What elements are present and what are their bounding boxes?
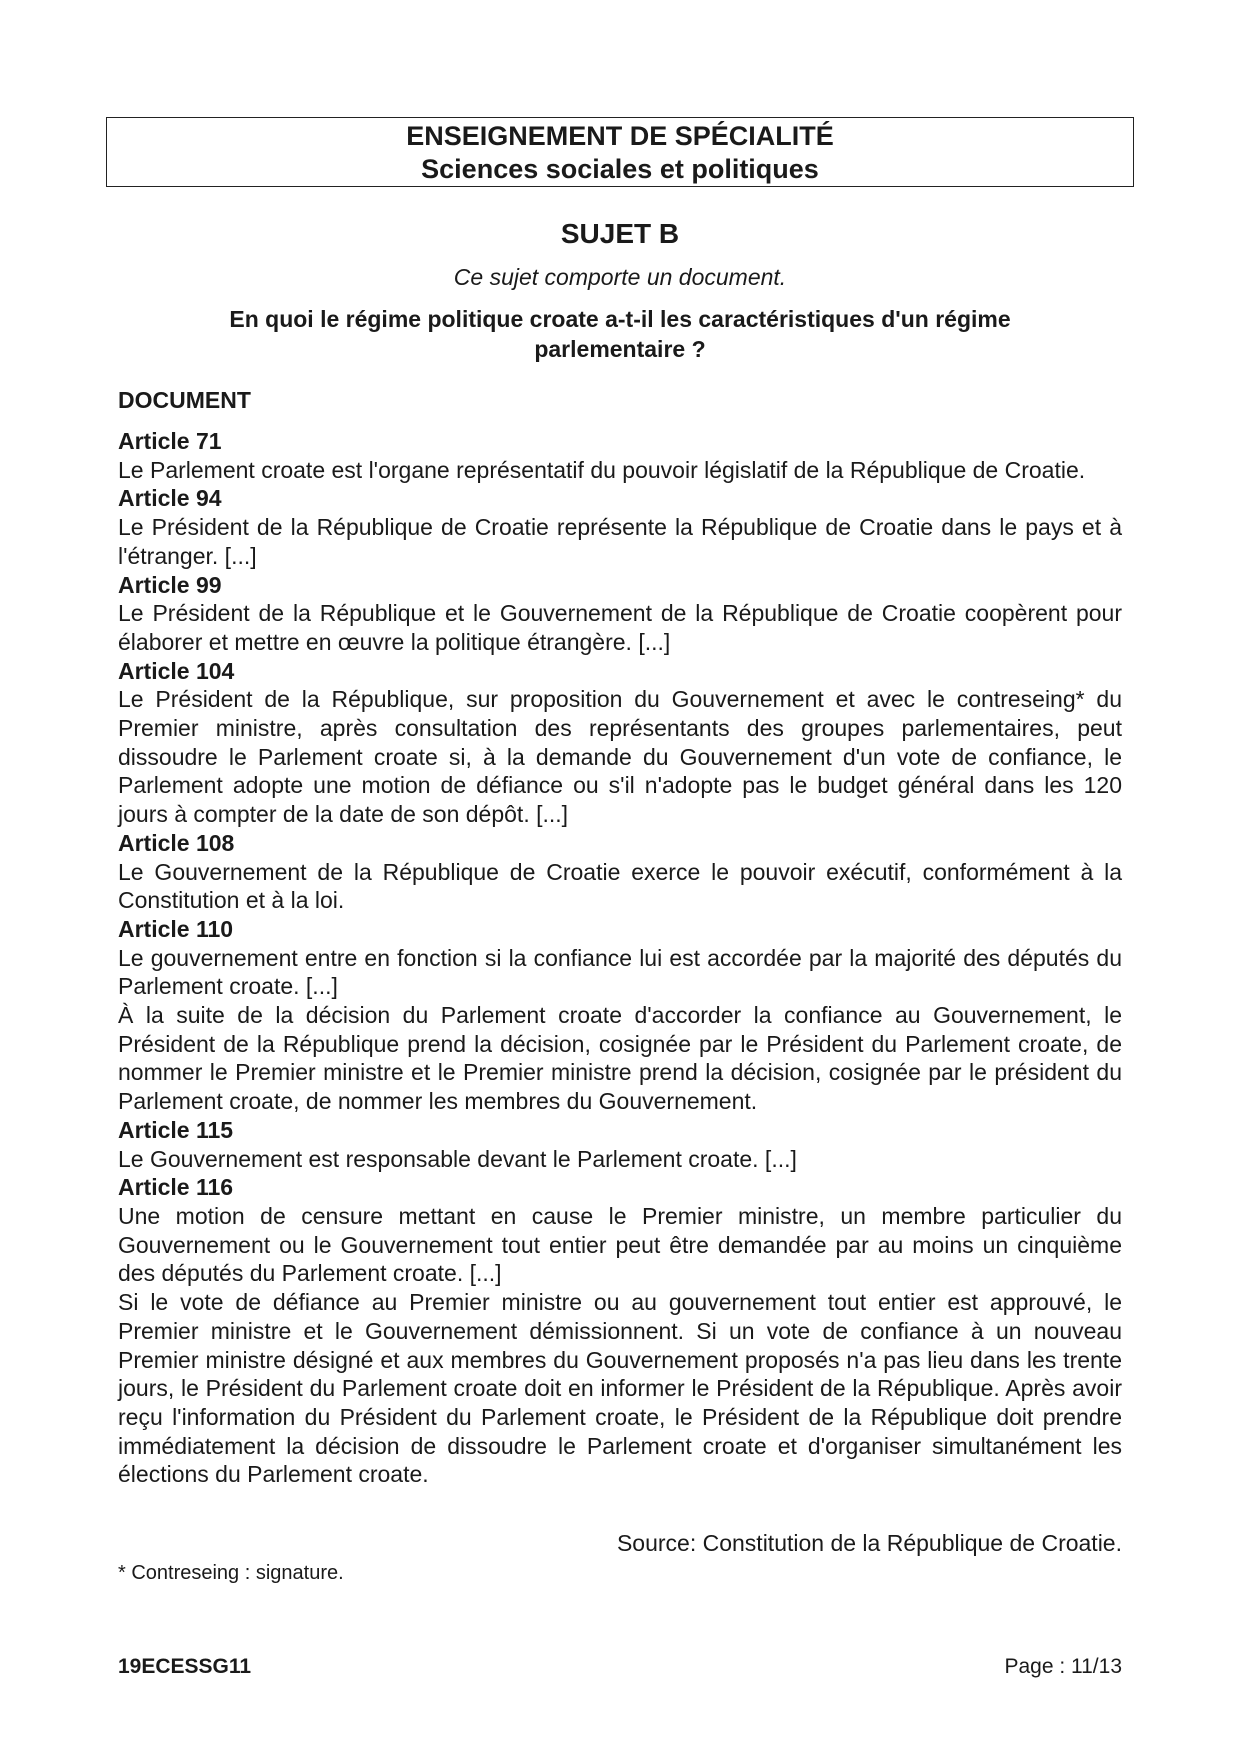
- article-paragraph: Le Gouvernement de la République de Croatie exerce le pouvoir exécutif, conformément à la Constitution et à la loi.: [118, 858, 1122, 914]
- article-title: Article 99: [118, 571, 222, 598]
- article-title: Article 108: [118, 829, 235, 856]
- article-paragraph: Le gouvernement entre en fonction si la confiance lui est accordée par la majorité des députés du Parlement croate. [...]: [118, 944, 1122, 1000]
- sujet-note: Ce sujet comporte un document.: [453, 264, 787, 290]
- article-paragraph: Une motion de censure mettant en cause le Premier ministre, un membre particulier du Gouvernement ou le Gouvernement tout entier peut être demandée par au moins un cinquième des députés du Parlement croate. [...]: [118, 1202, 1122, 1287]
- article-paragraph: Le Président de la République et le Gouvernement de la République de Croatie coopèrent pour élaborer et mettre en œuvre la politique étrangère. [...]: [118, 600, 1122, 655]
- article: [118, 1116, 1122, 1173]
- article-paragraph: Si le vote de défiance au Premier ministre ou au gouvernement tout entier est approuvé, le Premier ministre et le Gouvernement démissionnent. Si un vote de confiance à un nouveau Premier ministre désigné et aux membres du Gouvernement proposés n'a pas lieu dans les trente jours, le Président du Parlement croate doit en informer le Président de la République. Après avoir reçu l'information du Président du Parlement croate, le Président de la République doit prendre immédiatement la décision de dissoudre le Parlement croate et d'organiser simultanément les élections du Parlement croate.: [118, 1289, 1122, 1488]
- sujet-question: En quoi le régime politique croate a-t-il les caractéristiques d'un régime parlementaire ?: [229, 306, 1011, 362]
- article-title: Article 71: [118, 428, 222, 454]
- document-source: Source: Constitution de la République de Croatie.: [616, 1530, 1122, 1556]
- article: [118, 829, 1122, 915]
- article-title: Article 116: [118, 1174, 234, 1201]
- article-paragraph: Le Parlement croate est l'organe représentatif du pouvoir législatif de la République de Croatie.: [118, 456, 1086, 483]
- article-paragraph: À la suite de la décision du Parlement croate d'accorder la confiance au Gouvernement, le Président de la République prend la décision, cosignée par le Président du Parlement croate, de nommer le Premier ministre et le Premier ministre prend la décision, cosignée par le président du Parlement croate, de nommer les membres du Gouvernement.: [118, 1002, 1122, 1115]
- header-title: ENSEIGNEMENT DE SPÉCIALITÉ: [406, 121, 834, 151]
- article-paragraph: Le Gouvernement est responsable devant le Parlement croate. [...]: [118, 1145, 797, 1172]
- footer-page-number: Page : 11/13: [1004, 1655, 1122, 1678]
- sujet-title: SUJET B: [560, 218, 680, 249]
- article-title: Article 110: [118, 915, 234, 942]
- article: [118, 657, 1122, 829]
- article-paragraph: Le Président de la République de Croatie représente la République de Croatie dans le pays et à l'étranger. [...]: [118, 514, 1122, 569]
- article: [118, 1173, 1122, 1489]
- document-body: [118, 427, 1122, 1489]
- header-subtitle: Sciences sociales et politiques: [421, 154, 819, 184]
- article: [118, 484, 1122, 570]
- document-label: DOCUMENT: [118, 387, 251, 413]
- header-box: [106, 117, 1134, 187]
- article: [118, 915, 1122, 1116]
- article-title: Article 104: [118, 657, 235, 684]
- article-title: Article 94: [118, 485, 222, 512]
- article: [118, 427, 1122, 484]
- article-title: Article 115: [118, 1116, 234, 1143]
- article: [118, 571, 1122, 657]
- article-paragraph: Le Président de la République, sur proposition du Gouvernement et avec le contreseing* du Premier ministre, après consultation des représentants des groupes parlementaires, peut dissoudre le Parlement croate si, à la demande du Gouvernement d'un vote de confiance, le Parlement adopte une motion de défiance ou s'il n'adopte pas le budget général dans les 120 jours à compter de la date de son dépôt. [...]: [118, 686, 1122, 828]
- footnote: * Contreseing : signature.: [118, 1562, 344, 1584]
- footer-code: 19ECESSG11: [118, 1655, 252, 1678]
